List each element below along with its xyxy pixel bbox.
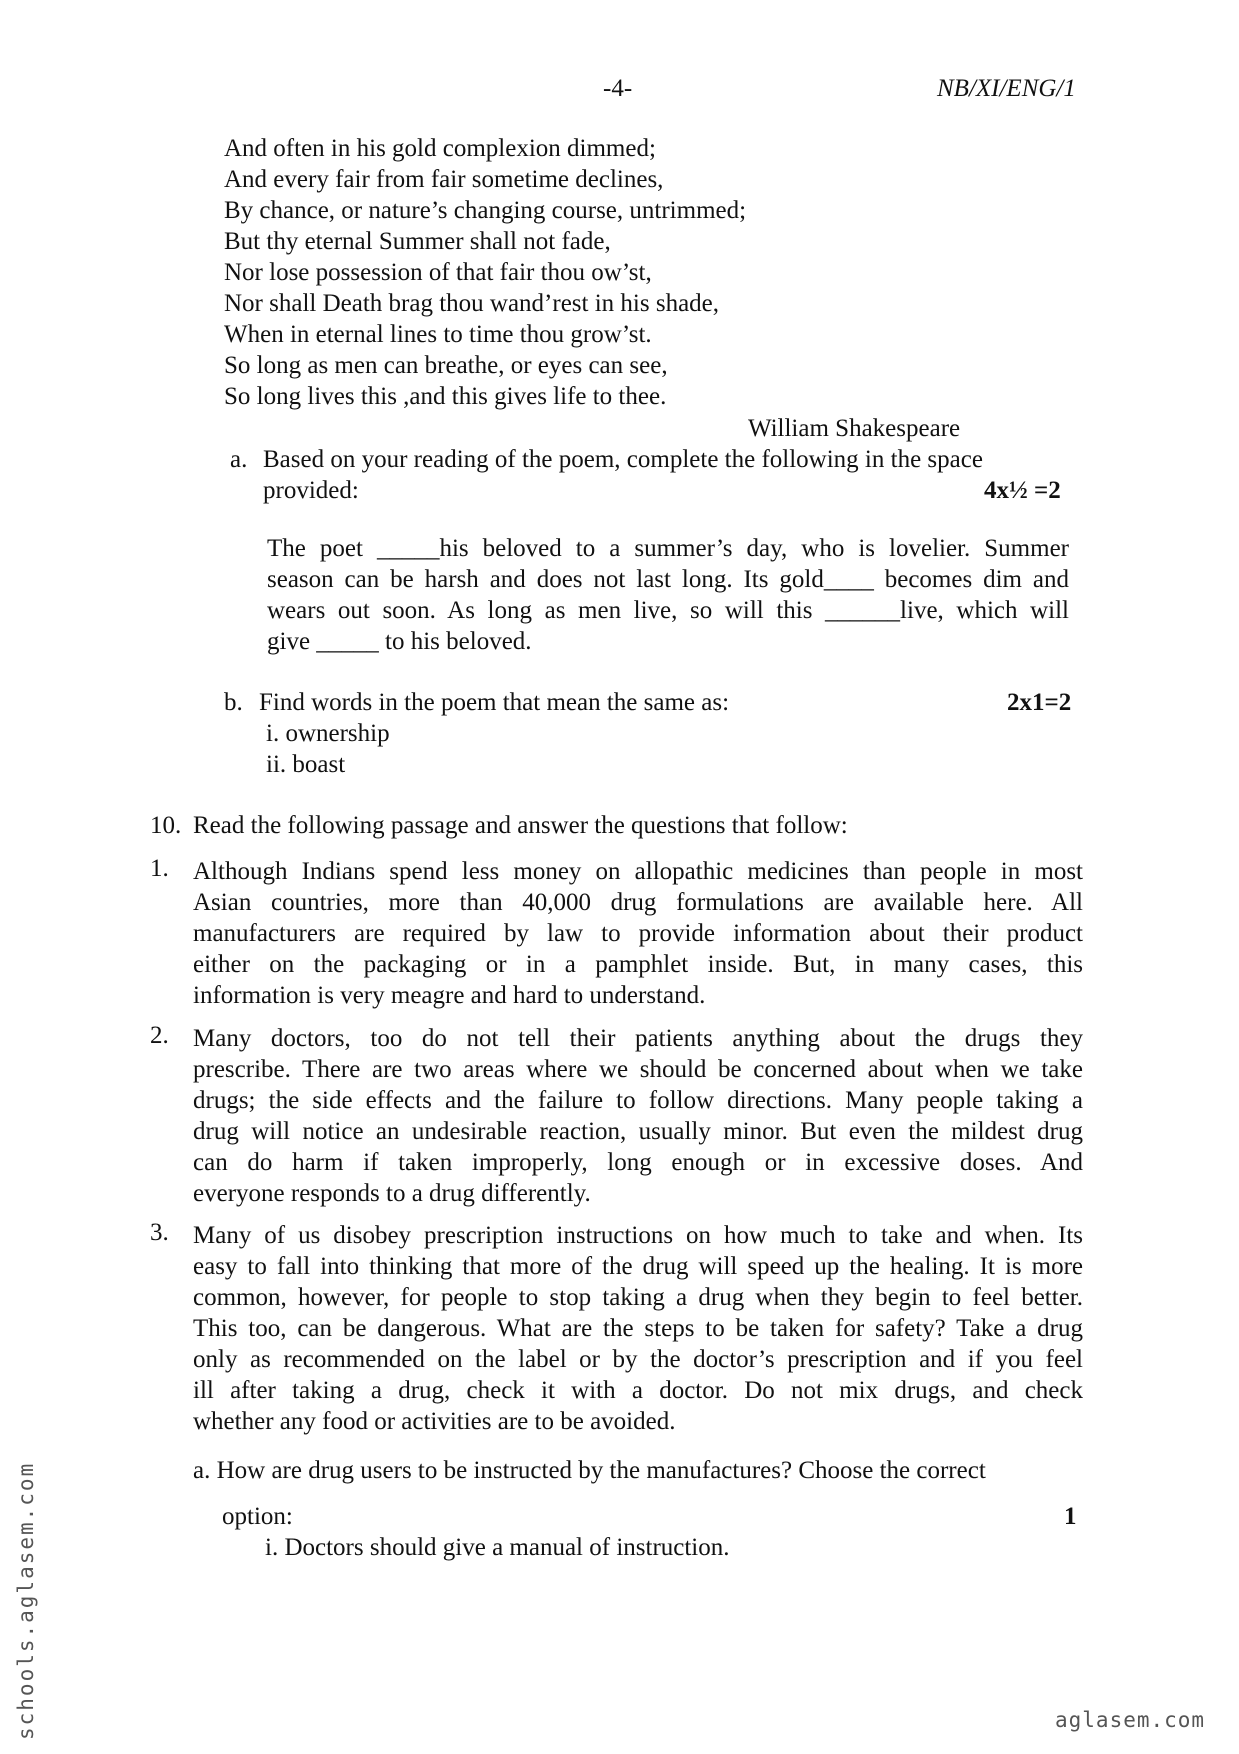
- q9b-label: b.: [224, 689, 243, 716]
- poem-line: And every fair from fair sometime declines,: [224, 166, 664, 193]
- para-line: Many doctors, too do not tell their patients anything about the drugs they: [193, 1025, 1083, 1052]
- para-line: easy to fall into thinking that more of the drug will speed up the healing. It is more: [193, 1253, 1083, 1280]
- para-line: whether any food or activities are to be avoided.: [193, 1408, 676, 1435]
- para-line: only as recommended on the label or by the doctor’s prescription and if you feel: [193, 1346, 1083, 1373]
- poem-line: By chance, or nature’s changing course, untrimmed;: [224, 197, 747, 224]
- para-line: manufacturers are required by law to provide information about their product: [193, 920, 1083, 947]
- poem-author: William Shakespeare: [748, 415, 961, 442]
- paper-code: NB/XI/ENG/1: [937, 75, 1076, 102]
- para-line: common, however, for people to stop taking a drug when they begin to feel better.: [193, 1284, 1083, 1311]
- passage-line: season can be harsh and does not last long. Its gold____ becomes dim and: [267, 566, 1069, 593]
- q9a-text-line1: Based on your reading of the poem, complete the following in the space: [263, 446, 983, 473]
- q9a-label: a.: [230, 446, 248, 473]
- para-line: drugs; the side effects and the failure to follow directions. Many people taking a: [193, 1087, 1083, 1114]
- q9b-item-ii: ii. boast: [266, 751, 346, 778]
- poem-line: So long as men can breathe, or eyes can see,: [224, 352, 668, 379]
- para-line: ill after taking a drug, check it with a doctor. Do not mix drugs, and check: [193, 1377, 1083, 1404]
- para-2-number: 2.: [150, 1022, 169, 1049]
- page-number: -4-: [603, 75, 633, 102]
- q9a-fill-passage: [267, 533, 1069, 657]
- passage-line: give _____ to his beloved.: [267, 628, 532, 655]
- para-line: Many of us disobey prescription instructions on how much to take and when. Its: [193, 1222, 1083, 1249]
- q9a-text-line2: provided:: [263, 477, 359, 504]
- q9b-text: Find words in the poem that mean the same as:: [259, 689, 730, 716]
- q9a-marks: 4x½ =2: [984, 477, 1061, 504]
- para-line: can do harm if taken improperly, long enough or in excessive doses. And: [193, 1149, 1083, 1176]
- q10a-option-i: i. Doctors should give a manual of instruction.: [265, 1534, 730, 1561]
- passage-line: wears out soon. As long as men live, so will this ______live, which will: [267, 597, 1069, 624]
- poem-line: But thy eternal Summer shall not fade,: [224, 228, 611, 255]
- poem-line: Nor shall Death brag thou wand’rest in his shade,: [224, 290, 720, 317]
- q10-text: Read the following passage and answer the questions that follow:: [193, 812, 848, 839]
- q10a-line1: a. How are drug users to be instructed by the manufactures? Choose the correct: [193, 1457, 986, 1484]
- poem-line: So long lives this ,and this gives life to thee.: [224, 383, 667, 410]
- passage-line: The poet _____his beloved to a summer’s day, who is lovelier. Summer: [267, 535, 1069, 562]
- poem-line: When in eternal lines to time thou grow’st.: [224, 321, 652, 348]
- para-line: information is very meagre and hard to understand.: [193, 982, 706, 1009]
- para-1-number: 1.: [150, 855, 169, 882]
- para-line: Although Indians spend less money on allopathic medicines than people in most: [193, 858, 1083, 885]
- q10a-marks: 1: [1064, 1503, 1077, 1530]
- para-line: either on the packaging or in a pamphlet inside. But, in many cases, this: [193, 951, 1083, 978]
- para-line: This too, can be dangerous. What are the steps to be taken for safety? Take a drug: [193, 1315, 1083, 1342]
- para-1: [193, 856, 1083, 1011]
- para-line: prescribe. There are two areas where we should be concerned about when we take: [193, 1056, 1083, 1083]
- q9b-item-i: i. ownership: [266, 720, 390, 747]
- footer-watermark: aglasem.com: [1055, 1708, 1206, 1732]
- para-line: drug will notice an undesirable reaction, usually minor. But even the mildest drug: [193, 1118, 1083, 1145]
- q9b-marks: 2x1=2: [1007, 689, 1072, 716]
- q10-number: 10.: [150, 812, 182, 839]
- para-line: everyone responds to a drug differently.: [193, 1180, 591, 1207]
- para-3: [193, 1220, 1083, 1437]
- para-2: [193, 1023, 1083, 1209]
- q10a-line2: option:: [222, 1503, 293, 1530]
- para-line: Asian countries, more than 40,000 drug formulations are available here. All: [193, 889, 1083, 916]
- para-3-number: 3.: [150, 1219, 169, 1246]
- poem-line: Nor lose possession of that fair thou ow’st,: [224, 259, 652, 286]
- poem-line: And often in his gold complexion dimmed;: [224, 135, 656, 162]
- side-watermark: schools.aglasem.com: [14, 1461, 38, 1740]
